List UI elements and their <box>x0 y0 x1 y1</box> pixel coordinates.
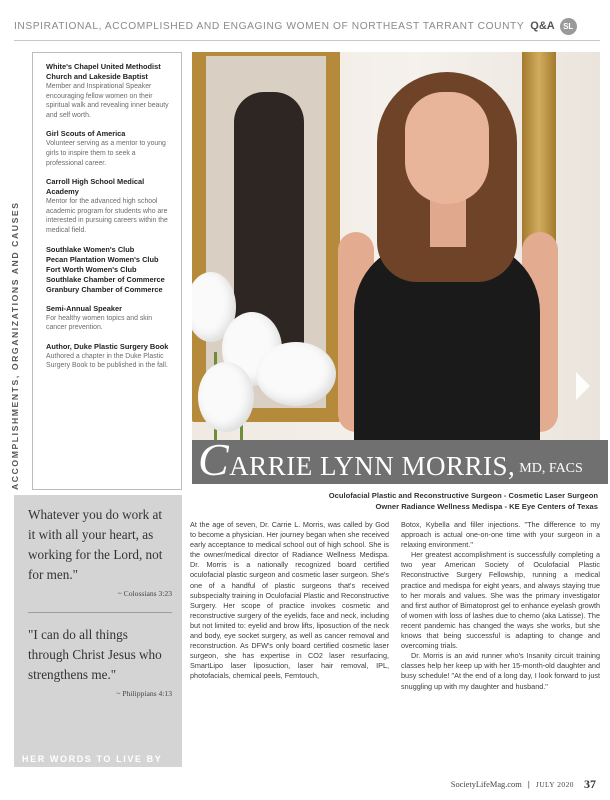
page-header <box>14 14 600 38</box>
sidebar-item-text: For healthy women topics and skin cancer prevention. <box>46 314 153 332</box>
credentials: MD, FACS <box>519 461 583 476</box>
white-tulip <box>198 362 254 432</box>
sidebar-item <box>46 304 173 333</box>
subtitle-line: Oculofacial Plastic and Reconstructive Surgeon - Cosmetic Laser Surgeon <box>328 491 598 500</box>
sidebar-item-text: Authored a chapter in the Duke Plastic Surgery Book to be published in the fall. <box>46 352 168 370</box>
quote-citation: ~ Colossians 3:23 <box>117 589 172 598</box>
side-label-text: ACCOMPLISHMENTS, ORGANIZATIONS AND CAUSES <box>10 201 20 490</box>
sidebar-club: Southlake Chamber of Commerce <box>46 274 165 284</box>
sidebar-item <box>46 342 173 371</box>
article-body <box>190 520 600 772</box>
sidebar-item-title: Girl Scouts of America <box>46 129 126 139</box>
sidebar-item-text: Volunteer serving as a mentor to young girls to inspire them to seek a professional career. <box>46 140 166 167</box>
name-rest: ARRIE LYNN MORRIS, <box>229 451 516 481</box>
sidebar-club: Pecan Plantation Women's Club <box>46 254 159 264</box>
sidebar-club: Fort Worth Women's Club <box>46 264 137 274</box>
article-column <box>401 520 600 772</box>
sidebar-item-title: White's Chapel United Methodist Church and Lakeside Baptist <box>46 62 161 81</box>
article-column <box>190 520 389 772</box>
sidebar-item-title: Carroll High School Medical Academy <box>46 177 145 197</box>
sidebar-item-text: Mentor for the advanced high school academic program for students who are interested in pursuing careers within the medical field. <box>46 198 168 234</box>
portrait-photo <box>192 52 600 440</box>
quotes-footer <box>14 751 182 767</box>
quote-citation: ~ Philippians 4:13 <box>116 689 172 698</box>
footer-issue-date: JULY 2020 <box>535 780 574 789</box>
quotes-box <box>14 495 182 767</box>
white-tulip <box>256 342 336 406</box>
name-banner <box>192 434 608 485</box>
sidebar-item-title: Semi-Annual Speaker <box>46 303 122 313</box>
header-title: INSPIRATIONAL, ACCOMPLISHED AND ENGAGING WOMEN OF NORTHEAST TARRANT COUNTY <box>14 20 525 32</box>
sidebar-club-list <box>46 245 173 295</box>
subtitle-line: Owner Radiance Wellness Medispa - KE Eye Centers of Texas <box>375 502 598 511</box>
doctor-name <box>198 434 516 485</box>
quotes-footer-label: HER WORDS TO LIVE BY <box>22 754 163 764</box>
accomplishments-sidebar <box>32 52 182 490</box>
sidebar-club: Southlake Women's Club <box>46 244 135 254</box>
header-qa-label: Q&A <box>530 20 555 32</box>
header-logo-badge: SL <box>560 18 577 35</box>
sidebar-item <box>46 129 173 168</box>
sidebar-item <box>46 62 173 120</box>
page-footer <box>451 777 596 792</box>
sidebar-item <box>46 177 173 235</box>
paragraph: At the age of seven, Dr. Carrie L. Morris, was called by God to become a physician. Her journey began when she received early acceptance to medical school out of high school. She is the owner/medical director of Radiance Wellness Medispa. Dr. Morris is a nationally recognized board certified oculofacial plastic surgeon and cosmetic laser surgeon. She's one of a handful of plastic surgeons that's received subspecialty training in Oculofacial Plastic and Reconstructive Surgery. Her scope of practice invokes cosmetic and reconstructive surgery of the eyelids, face and neck, including but not limited to: eyelid and brow lifts, liposuction of the neck and body, eye socket surgery, as well as cancer removal and reconstruction. As DFW's only board certified cosmetic laser surgeon, she has expertise in CO2 laser resurfacing, SmartLipo laser liposuction, laser hair removal, IPL, photofacials, chemical peels, Femtouch, <box>190 520 389 681</box>
profession-subtitle <box>188 490 598 512</box>
page-number: 37 <box>584 777 596 791</box>
sidebar-club: Granbury Chamber of Commerce <box>46 284 163 294</box>
name-initial: C <box>198 434 230 485</box>
footer-website: SocietyLifeMag.com <box>450 780 522 789</box>
paragraph: Her greatest accomplishment is successfully completing a two year American Society of Oculofacial Plastic Reconstructive Surgery Fellowship, running a medical practice and medispa for eight years, and always staying true to her morals and values. She was the primary investigator and first author of Bimatoprost gel to enhance eyelash growth of women with loss of lashes due to chemo (aka Latisse). The recent pandemic has changed the ways she works, but she knows that being successful is adapting to change and overcoming trials. <box>401 550 600 651</box>
header-divider <box>14 40 600 41</box>
quote: Whatever you do work at it with all your heart, as working for the Lord, not for men." <box>28 507 163 582</box>
face <box>405 92 489 204</box>
sidebar-item-title: Author, Duke Plastic Surgery Book <box>46 341 169 351</box>
quote-divider <box>28 612 172 613</box>
paragraph: Dr. Morris is an avid runner who's Insanity circuit training classes help her keep up with her 15-month-old daughter and busy schedule! "At the end of a long day, I look forward to just snuggling up with my daughter and husband." <box>401 651 600 691</box>
sidebar-item-text: Member and Inspirational Speaker encouraging fellow women on their spiritual walk and revealing inner beauty and self worth. <box>46 83 169 119</box>
footer-separator: | <box>527 780 530 789</box>
chevron-right-icon <box>576 372 590 400</box>
paragraph: Botox, Kybella and filler injections. "The difference to my approach is actual one-on-one time with your surgeon in a relaxing environment." <box>401 520 600 550</box>
quote: "I can do all things through Christ Jesus who strengthens me." <box>28 627 162 682</box>
